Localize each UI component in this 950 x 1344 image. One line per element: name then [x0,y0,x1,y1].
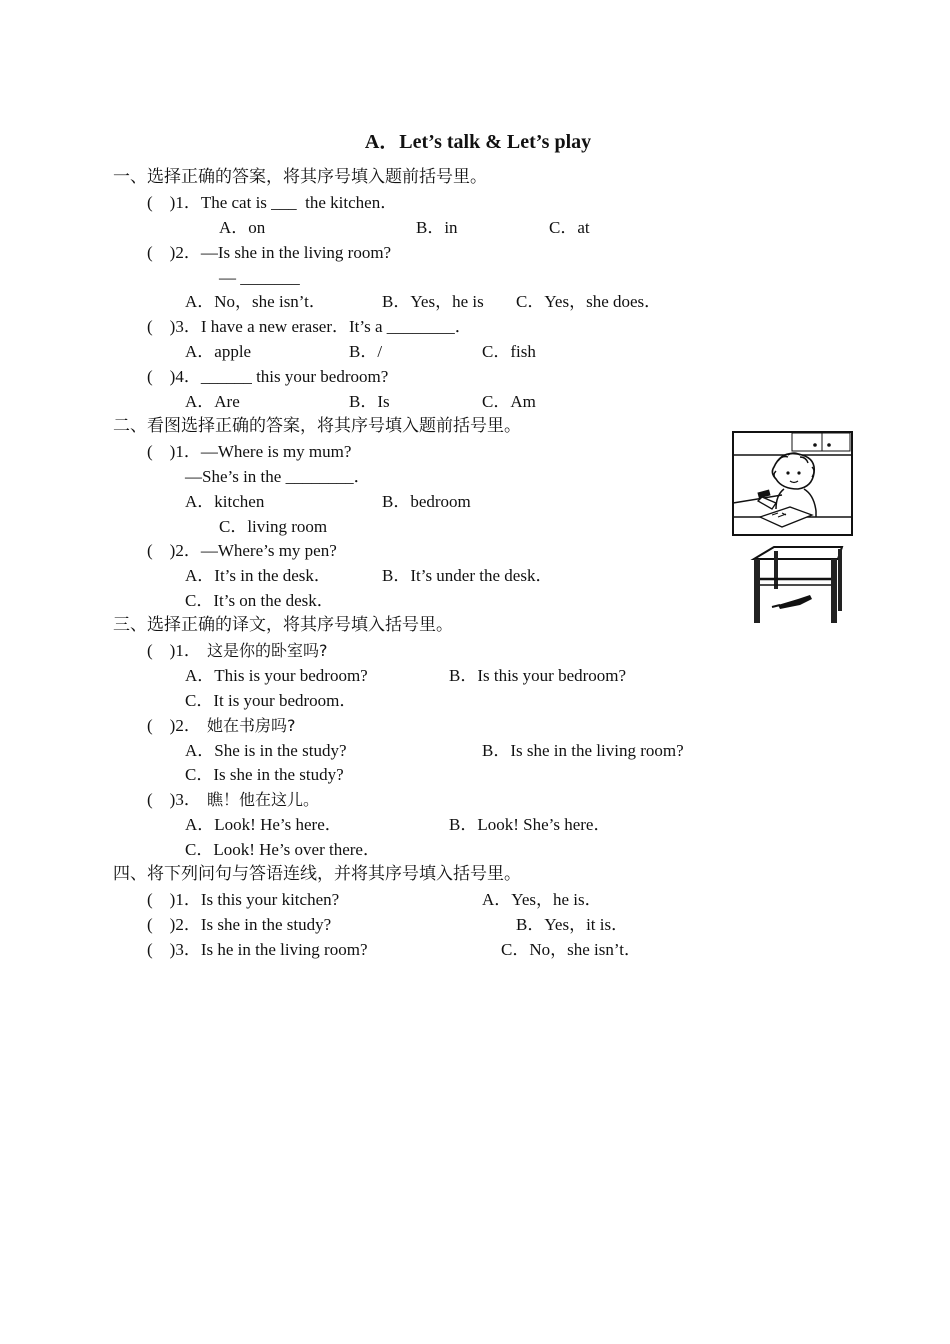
s1-q2-option-c: C．Yes，she does． [516,292,662,311]
section-2-heading: 二、看图选择正确的答案，将其序号填入题前括号里。 [113,416,521,436]
s3-q2-chinese: 她在书房吗? [207,716,296,735]
s2-q1-option-a: A．kitchen [185,492,265,511]
s1-q2-option-a: A．No，she isn’t． [185,292,326,311]
s2-q1-stem: ( )1．—Where is my mum? [147,442,352,461]
desk-pen-picture [750,545,845,625]
s4-q1-question: ( )1．Is this your kitchen? [147,890,340,909]
s1-q2-option-b: B．Yes，he is [382,292,484,311]
s2-q1-answer-line: —She’s in the ________． [185,467,371,486]
s3-q1-option-c: C．It is your bedroom． [185,691,357,710]
s1-q3-stem: ( )3．I have a new eraser．It’s a ________． [147,317,472,336]
s1-q4-option-a: A．Are [185,392,240,411]
kitchen-mum-picture [732,431,853,536]
s3-q1-option-b: B．Is this your bedroom? [449,666,627,685]
section-4-heading: 四、将下列问句与答语连线，并将其序号填入括号里。 [113,864,521,884]
s3-q2-option-b: B．Is she in the living room? [482,741,684,760]
s1-q4-option-c: C．Am [482,392,536,411]
s2-q2-option-c: C．It’s on the desk． [185,591,334,610]
s2-q2-option-b: B．It’s under the desk． [382,566,553,585]
s2-q1-option-c: C．living room [219,517,328,536]
s4-q2-question: ( )2．Is she in the study? [147,915,332,934]
s3-q1-chinese: 这是你的卧室吗? [207,641,328,660]
s2-q1-option-b: B．bedroom [382,492,471,511]
s2-q2-option-a: A．It’s in the desk． [185,566,331,585]
s1-q1-option-a: A．on [219,218,266,237]
section-1-heading: 一、选择正确的答案，将其序号填入题前括号里。 [113,167,487,187]
s4-q3-question: ( )3．Is he in the living room? [147,940,368,959]
s1-q3-option-b: B．/ [349,342,383,361]
s3-q3-chinese: 瞧！他在这儿。 [207,790,320,809]
s1-q2-answer-blank: — _______ [219,268,300,287]
s1-q3-option-a: A．apple [185,342,252,361]
s3-q2-number: ( )2． [147,716,201,735]
s3-q1-number: ( )1． [147,641,201,660]
s3-q2-option-c: C．Is she in the study? [185,765,344,784]
s1-q1-option-b: B．in [416,218,458,237]
s3-q3-option-b: B．Look! She’s here． [449,815,611,834]
s3-q3-number: ( )3． [147,790,201,809]
s3-q2-option-a: A．She is in the study? [185,741,347,760]
s3-q3-option-a: A．Look! He’s here． [185,815,342,834]
s3-q1-option-a: A．This is your bedroom? [185,666,368,685]
section-3-heading: 三、选择正确的译文，将其序号填入括号里。 [113,615,453,635]
s1-q1-stem: ( )1．The cat is ___ the kitchen． [147,193,398,212]
page-title: A．Let’s talk & Let’s play [364,131,592,153]
s3-q3-option-c: C．Look! He’s over there． [185,840,380,859]
s4-answer-c: C．No，she isn’t． [501,940,641,959]
s1-q4-stem: ( )4．______ this your bedroom? [147,367,389,386]
s1-q2-stem: ( )2．—Is she in the living room? [147,243,392,262]
s1-q1-option-c: C．at [549,218,590,237]
s4-answer-a: A．Yes，he is． [482,890,602,909]
s2-q2-stem: ( )2．—Where’s my pen? [147,541,337,560]
s4-answer-b: B．Yes，it is． [516,915,629,934]
s1-q3-option-c: C．fish [482,342,536,361]
s1-q4-option-b: B．Is [349,392,390,411]
